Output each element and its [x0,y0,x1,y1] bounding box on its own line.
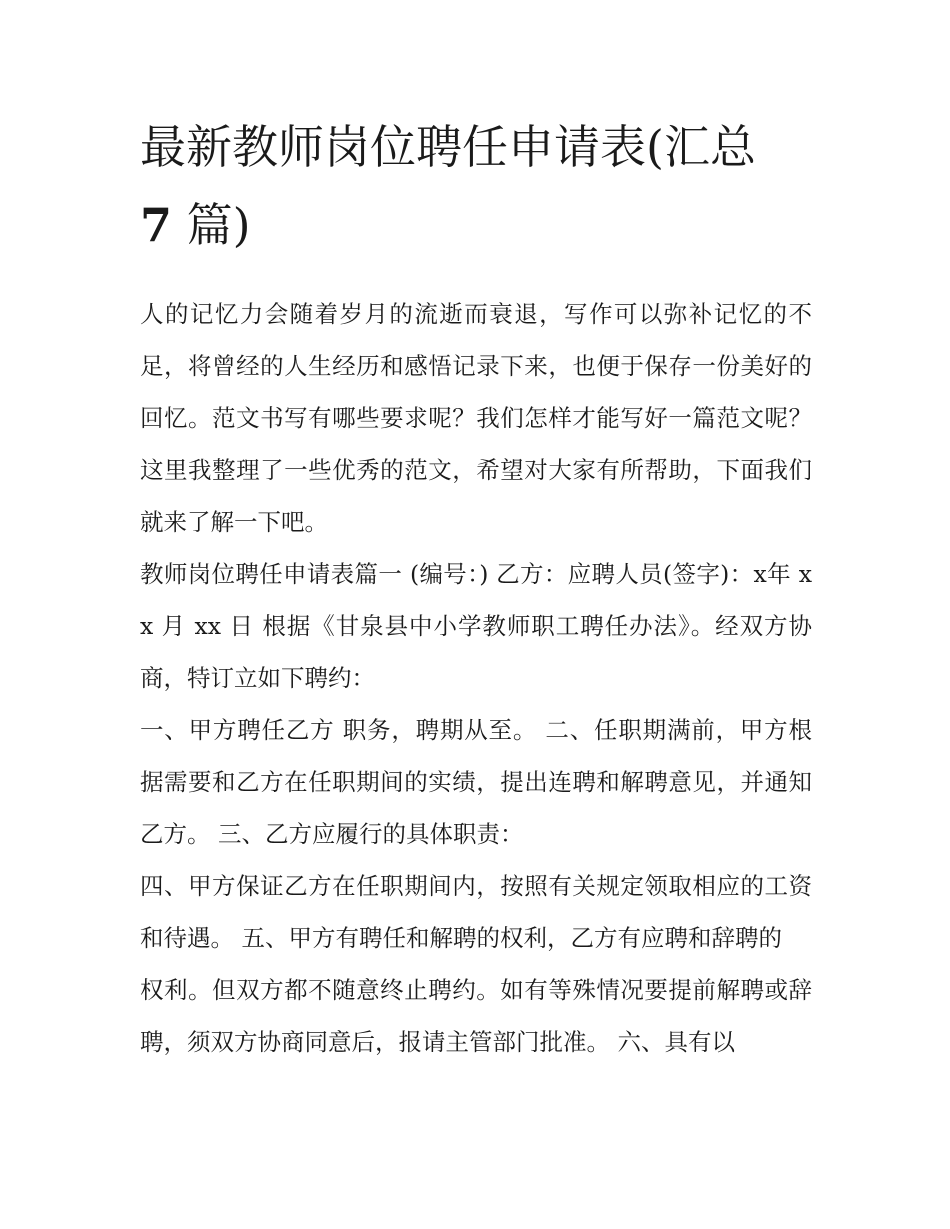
title-part-1: 最新教师岗位聘任申请表( [140,120,664,174]
paragraph-clauses-5-6: 权利。但双方都不随意终止聘约。如有等殊情况要提前解聘或辞聘，须双方协商同意后，报请主管部门批准。 六、具有以 [140,976,812,1056]
paragraph-clauses-1-3: 一、甲方聘任乙方 职务，聘期从至。 二、任职期满前，甲方根据需要和乙方在任职期间的实绩，提出连聘和解聘意见，并通知乙方。 三、乙方应履行的具体职责： [140,716,812,848]
title-part-2: 汇总 [663,120,756,174]
document-title [140,108,812,264]
paragraph-intro: 人的记忆力会随着岁月的流逝而衰退，写作可以弥补记忆的不足，将曾经的人生经历和感悟记录下来，也便于保存一份美好的回忆。范文书写有哪些要求呢？我们怎样才能写好一篇范文呢？这里我整理了一些优秀的范文，希望对大家有所帮助，下面我们就来了解一下吧。 [140,300,812,536]
title-part-4: 篇) [172,198,251,252]
title-part-3: 7 [140,198,173,252]
paragraph-clauses-4-5: 四、甲方保证乙方在任职期间内，按照有关规定领取相应的工资和待遇。 五、甲方有聘任和解聘的权利，乙方有应聘和辞聘的 [140,872,812,952]
paragraph-contract-header: 教师岗位聘任申请表篇一 (编号：) 乙方：应聘人员(签字)：x年 xx 月 xx 日 根据《甘泉县中小学教师职工聘任办法》。经双方协商，特订立如下聘约： [140,560,812,692]
document-page [140,108,812,1068]
